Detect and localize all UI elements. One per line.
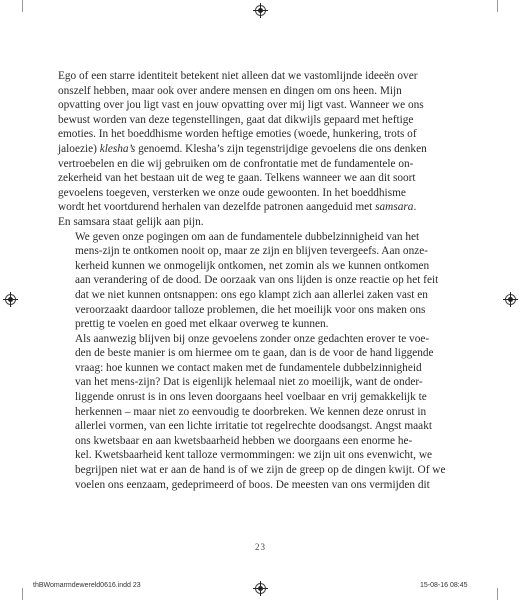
slug-datetime: 15-08-16 08:45 — [420, 582, 468, 589]
text-line: prettig te voelen en goed met elkaar overweg te kunnen. — [75, 318, 329, 331]
text-line: vertroebelen en die wij gebruiken om de confrontatie met de fundamentele on- — [58, 157, 414, 170]
text-line: kel. Kwetsbaarheid kent talloze vermommingen: we zijn uit ons evenwicht, we — [75, 449, 432, 462]
text-line: begrijpen niet wat er aan de hand is of we zijn de greep op de dingen kwijt. Of we — [75, 464, 446, 477]
crop-mark-top-left — [22, 0, 23, 12]
text-line: emoties. In het boeddhisme worden heftige emoties (woede, hunkering, trots of — [58, 128, 417, 141]
text-line: mens-zijn te ontkomen nooit op, maar ze zijn en blijven tevergeefs. Aan onze- — [75, 245, 429, 258]
text-line: jaloezie) klesha’s genoemd. Klesha’s zijn tegenstrijdige gevoelens die ons denken — [58, 142, 427, 155]
text-line: wordt het voortdurend herhalen van dezelfde patronen aangeduid met samsara. — [58, 201, 417, 214]
text-line: dat we niet kunnen ontsnappen: ons ego klampt zich aan allerlei zaken vast en — [75, 288, 428, 301]
text-line: zekerheid van het bestaan uit de weg te gaan. Telkens wanneer we aan dit soort — [58, 172, 416, 185]
registration-mark-left-icon — [5, 294, 16, 305]
text-line: herkennen – maar niet zo eenvoudig te doorbreken. We kennen deze onrust in — [75, 405, 427, 418]
slug-file-info: thBWomarmdewereld0616.indd 23 — [33, 582, 141, 589]
text-line: bewust worden van deze tegenstellingen, gaat dat dikwijls gepaard met heftige — [58, 113, 414, 126]
paragraph — [58, 230, 461, 332]
text-line: van het mens-zijn? Dat is eigenlijk helemaal niet zo moeilijk, want de onder- — [75, 376, 423, 389]
text-line: liggende onrust is in ons leven doorgaans heel voelbaar en vrij gemakkelijk te — [75, 391, 427, 404]
text-line: voelen ons eenzaam, gedeprimeerd of boos. De meesten van ons vermijden dit — [75, 478, 430, 491]
text-line: allerlei vormen, van een lichte irritatie tot regelrechte doodsangst. Angst maakt — [75, 420, 432, 433]
paragraph — [58, 69, 461, 230]
text-line: onszelf hebben, maar ook over andere mensen en dingen om ons heen. Mijn — [58, 84, 402, 97]
crop-mark-top-right — [497, 0, 498, 12]
crop-mark-bottom-right — [497, 588, 498, 600]
text-line: den de beste manier is om hiermee om te gaan, dan is de voor de hand liggende — [75, 347, 434, 360]
paragraph — [58, 332, 461, 493]
registration-mark-bottom-icon — [255, 583, 266, 594]
text-line: We geven onze pogingen om aan de fundamentele dubbelzinnigheid van het — [75, 230, 420, 243]
text-line: vraag: hoe kunnen we contact maken met de fundamentele dubbelzinnigheid — [75, 361, 422, 374]
body-text — [58, 69, 461, 492]
text-line: veroorzaakt daardoor talloze problemen, die het moeilijk voor ons maken ons — [75, 303, 426, 316]
page-number: 23 — [255, 542, 266, 552]
text-line: kerheid kunnen we onmogelijk ontkomen, net zomin als we kunnen ontkomen — [75, 259, 430, 272]
text-line: ons kwetsbaar en aan kwetsbaarheid hebben we doorgaans een enorme he- — [75, 434, 413, 447]
text-line: Ego of een starre identiteit betekent niet alleen dat we vastomlijnde ideeën over — [58, 70, 418, 82]
text-line: Als aanwezig blijven bij onze gevoelens zonder onze gedachten erover te voe- — [75, 332, 430, 345]
text-line: En samsara staat gelijk aan pijn. — [58, 215, 204, 228]
crop-mark-bottom-left — [22, 588, 23, 600]
registration-mark-right-icon — [505, 294, 516, 305]
text-line: aan verandering of de dood. De oorzaak van ons lijden is onze reactie op het feit — [75, 274, 439, 287]
text-line: gevoelens toegeven, versterken we onze oude gewoonten. In het boeddhisme — [58, 186, 406, 199]
text-line: opvatting over jou ligt vast en jouw opvatting over mij ligt vast. Wanneer we ons — [58, 99, 424, 112]
registration-mark-top-icon — [255, 5, 266, 16]
